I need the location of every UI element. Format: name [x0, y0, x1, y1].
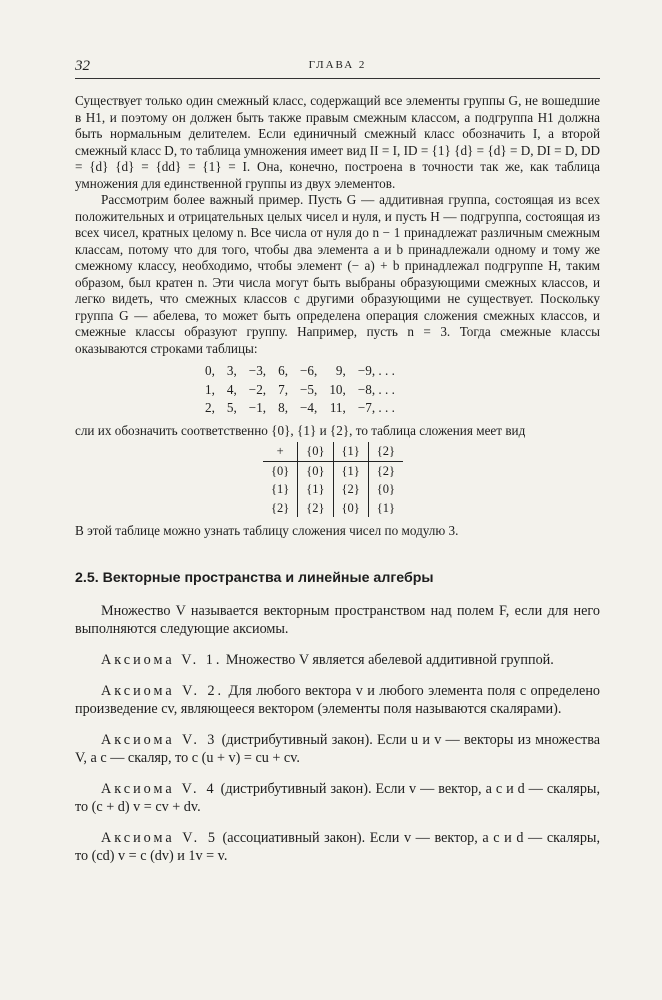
addition-header-cell: {0}	[298, 442, 333, 461]
coset-cell: 5,	[226, 400, 237, 415]
coset-cell: −6,	[300, 363, 318, 378]
axiom-text: Множество V является абелевой аддитивной группой.	[225, 652, 554, 668]
axiom-1	[75, 651, 600, 669]
paragraph-cosets-intro: Существует только один смежный класс, содержащий все элементы группы G, не вошедшие в H1, и поэтому он должен быть также правым смежным классом, а подгруппа H1 должна быть нормальным делителем. Если единичный смежный класс обозначить I, а второй смежный класс D, то таблица умножения имеет вид II = I, ID = {1} {d} = {d} = D, DI = D, DD = {d} {d} = {dd} = {1} = I. Она, конечно, построена в точности так же, как таблица умножения для единственной группы из двух элементов.	[75, 93, 600, 191]
addition-row	[263, 461, 403, 480]
axiom-3	[75, 731, 600, 767]
coset-cell: −7, . . .	[357, 400, 395, 415]
coset-cell: 9,	[335, 363, 346, 378]
addition-cell: {2}	[298, 499, 333, 518]
addition-cell: {0}	[376, 482, 395, 496]
coset-cell: 4,	[226, 381, 237, 397]
axiom-label: Аксиома V. 4	[101, 781, 217, 797]
coset-cell: 6,	[278, 363, 288, 378]
addition-cell: {0}	[333, 499, 368, 518]
coset-cell: −2,	[248, 381, 267, 397]
axiom-label: Аксиома V. 1.	[101, 652, 223, 668]
coset-cell: 7,	[278, 381, 288, 397]
addition-cell: {2}	[263, 499, 298, 518]
axiom-text: (дистрибутивный закон). Если v — вектор, а c и d — скаляры, то (c + d) v = cv + dv.	[75, 781, 601, 815]
paragraph-example: Рассмотрим более важный пример. Пусть G — аддитивная группа, состоящая из всех положительных и отрицательных целых чисел и нуля, и пусть H — подгруппа, состоящая из всех чисел, кратных целому n. Все числа от нуля до n − 1 принадлежат различным смежным классам, потому что для того, чтобы два элемента a и b принадлежали одному и тому же смежному классу, необходимо, чтобы элемент (− a) + b принадлежал подгруппе H, таким образом, был кратен n. Эти числа могут быть выбраны образующими смежных классов, и легко видеть, что смежных классов с другими образующими не существует. Поскольку группа G — абелева, то может быть определена операция сложения смежных классов, и смежные классы образуют группу. Например, пусть n = 3. Тогда смежные классы оказываются строками таблицы:	[75, 192, 600, 356]
axiom-text: (ассоциативный закон). Если v — вектор, а c и d — скаляры, то (cd) v = c (dv) и 1v = v.	[75, 830, 600, 864]
addition-cell: {2}	[376, 463, 395, 478]
paragraph-modulo: В этой таблице можно узнать таблицу сложения чисел по модулю 3.	[75, 523, 459, 538]
axiom-label: Аксиома V. 5	[101, 830, 218, 846]
coset-cell: −1,	[248, 400, 267, 415]
coset-cell: −5,	[300, 381, 318, 397]
coset-cell: 8,	[278, 400, 288, 415]
coset-cell: −4,	[300, 400, 318, 415]
addition-cell: {1}	[333, 461, 368, 480]
axiom-5	[75, 829, 600, 865]
axiom-text: Для любого вектора v и любого элемента поля c определено произведение cv, являющееся вектором (элементы поля называются скалярами).	[75, 683, 601, 717]
addition-row	[263, 499, 403, 518]
coset-cell: 11,	[329, 400, 346, 415]
addition-cell: {1}	[298, 480, 333, 499]
coset-cell: 1,	[205, 381, 215, 397]
coset-cell: −8, . . .	[357, 381, 395, 397]
coset-table	[199, 363, 401, 419]
coset-row	[199, 400, 401, 419]
addition-cell: {0}	[298, 461, 333, 480]
page-number: 32	[75, 58, 90, 74]
axiom-4	[75, 780, 600, 816]
addition-cell: {1}	[263, 480, 298, 499]
axiom-text: (дистрибутивный закон). Если u и v — векторы из множества V, а c — скаляр, то c (u + v) = cu + cv.	[75, 732, 601, 766]
paragraph-notation: сли их обозначить соответственно {0}, {1} и {2}, то таблица сложения меет вид	[75, 422, 526, 438]
coset-cell: −3,	[248, 363, 267, 378]
addition-cell: {1}	[376, 500, 395, 515]
axiom-label: Аксиома V. 3	[101, 732, 218, 748]
axiom-2	[75, 682, 600, 718]
addition-row	[263, 480, 403, 499]
section-intro: Множество V называется векторным пространством над полем F, если для него выполняются следующие аксиомы.	[75, 603, 600, 637]
coset-cell: 0,	[205, 363, 215, 378]
addition-cell: {2}	[333, 480, 368, 499]
addition-header-cell: {2}	[368, 442, 403, 461]
coset-row	[199, 363, 401, 382]
addition-header-cell: {1}	[333, 442, 368, 461]
page-body	[75, 93, 600, 865]
coset-cell: 2,	[205, 400, 215, 415]
section-title: 2.5. Векторные пространства и линейные алгебры	[75, 569, 434, 586]
addition-table-header	[263, 442, 403, 461]
axiom-label: Аксиома V. 2.	[101, 683, 225, 699]
addition-header-cell: +	[263, 442, 298, 461]
coset-cell: −9, . . .	[357, 363, 395, 378]
chapter-title: ГЛАВА 2	[308, 59, 367, 71]
addition-cell: {0}	[263, 461, 298, 480]
addition-table	[263, 442, 403, 517]
page-header	[75, 56, 600, 79]
coset-row	[199, 382, 401, 401]
axiom-list	[75, 651, 600, 865]
coset-cell: 10,	[329, 381, 346, 397]
coset-cell: 3,	[226, 363, 237, 378]
